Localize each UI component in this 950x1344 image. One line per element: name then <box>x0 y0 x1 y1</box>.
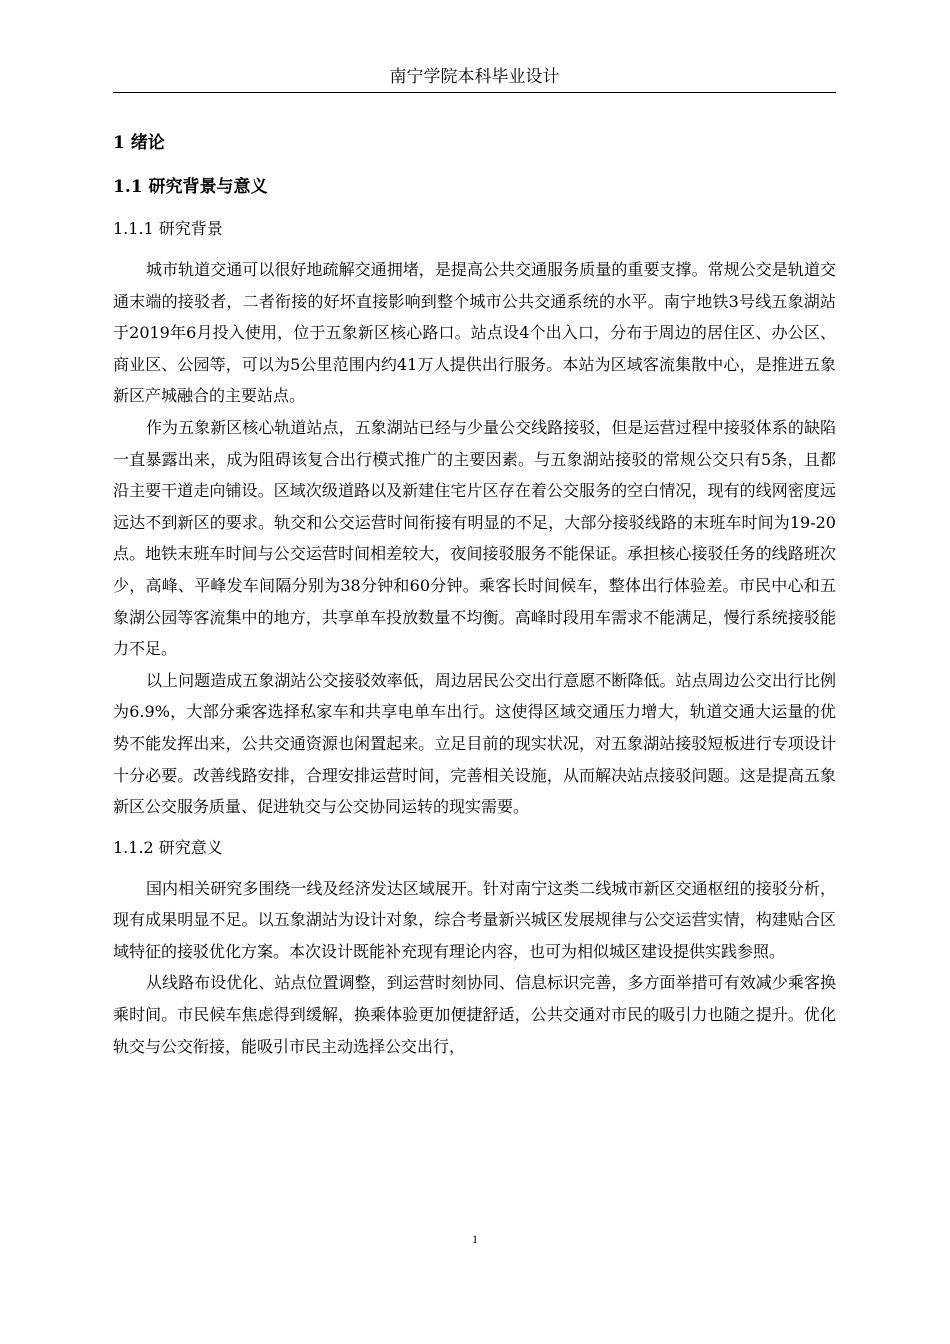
paragraph: 从线路布设优化、站点位置调整，到运营时刻协同、信息标识完善，多方面举措可有效减少乘客换乘时间。市民候车焦虑得到缓解，换乘体验更加便捷舒适，公共交通对市民的吸引力也随之提升。优化轨交与公交衔接，能吸引市民主动选择公交出行， <box>113 973 836 1056</box>
section-heading: 1.1 研究背景与意义 <box>113 177 268 197</box>
subsection-heading-background: 1.1.1 研究背景 <box>113 219 223 238</box>
page-header: 南宁学院本科毕业设计 <box>113 66 836 93</box>
page-body <box>113 128 836 1062</box>
paragraph: 城市轨道交通可以很好地疏解交通拥堵，是提高公共交通服务质量的重要支撑。常规公交是轨道交通末端的接驳者，二者衔接的好坏直接影响到整个城市公共交通系统的水平。南宁地铁3号线五象湖站于2019年6月投入使用，位于五象新区核心路口。站点设4个出入口，分布于周边的居住区、办公区、商业区、公园等，可以为5公里范围内约41万人提供出行服务。本站为区域客流集散中心，是推进五象新区产城融合的主要站点。 <box>113 260 836 406</box>
subsection-heading-significance: 1.1.2 研究意义 <box>113 837 223 857</box>
paragraph: 国内相关研究多围绕一线及经济发达区域展开。针对南宁这类二线城市新区交通枢纽的接驳分析，现有成果明显不足。以五象湖站为设计对象，综合考量新兴城区发展规律与公交运营实情，构建贴合区域特征的接驳优化方案。本次设计既能补充现有理论内容，也可为相似城区建设提供实践参照。 <box>113 878 836 961</box>
page-number: 1 <box>472 1232 478 1246</box>
paragraph: 以上问题造成五象湖站公交接驳效率低，周边居民公交出行意愿不断降低。站点周边公交出行比例为6.9%，大部分乘客选择私家车和共享电单车出行。这使得区域交通压力增大，轨道交通大运量的优势不能发挥出来，公共交通资源也闲置起来。立足目前的现实状况，对五象湖站接驳短板进行专项设计十分必要。改善线路安排，合理安排运营时间，完善相关设施，从而解决站点接驳问题。这是提高五象新区公交服务质量、促进轨交与公交协同运转的现实需要。 <box>113 670 836 817</box>
paragraph: 作为五象新区核心轨道站点，五象湖站已经与少量公交线路接驳，但是运营过程中接驳体系的缺陷一直暴露出来，成为阻碍该复合出行模式推广的主要因素。与五象湖站接驳的常规公交只有5条，且都沿主要干道走向铺设。区域次级道路以及新建住宅片区存在着公交服务的空白情况，现有的线网密度远远达不到新区的要求。轨交和公交运营时间衔接有明显的不足，大部分接驳线路的末班车时间为19-20点。地铁末班车时间与公交运营时间相差较大，夜间接驳服务不能保证。承担核心接驳任务的线路班次少，高峰、平峰发车间隔分别为38分钟和60分钟。乘客长时间候车，整体出行体验差。市民中心和五象湖公园等客流集中的地方，共享单车投放数量不均衡。高峰时段用车需求不能满足，慢行系统接驳能力不足。 <box>113 417 836 659</box>
chapter-heading: 1 绪论 <box>113 133 165 153</box>
